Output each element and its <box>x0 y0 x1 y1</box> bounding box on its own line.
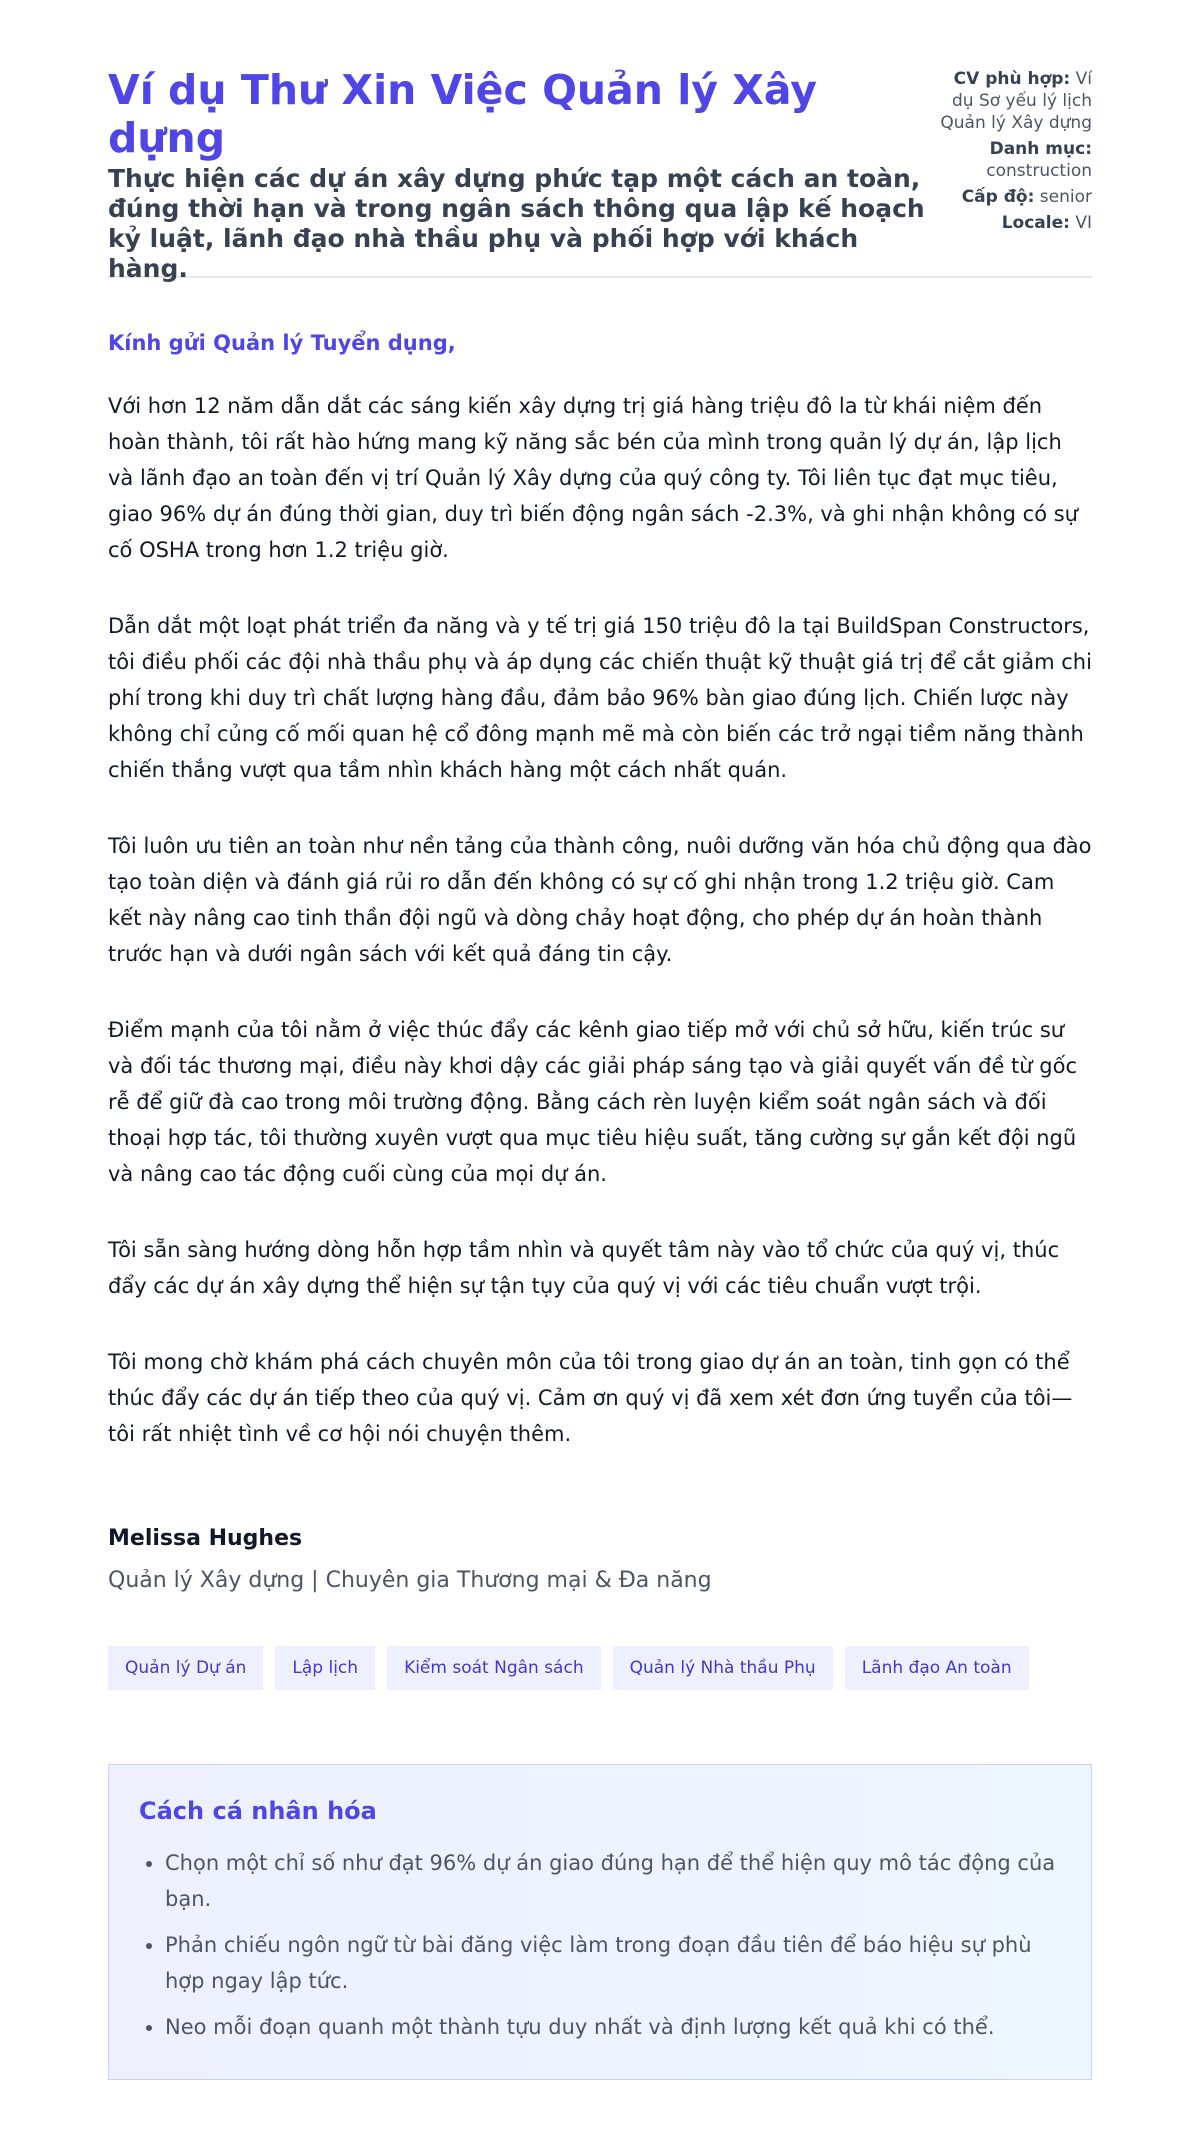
meta-locale-value: VI <box>1075 213 1092 233</box>
letter-body <box>108 328 1092 1596</box>
page-subtitle: Thực hiện các dự án xây dựng phức tạp một cách an toàn, đúng thời hạn và trong ngân sách thông qua lập kế hoạch kỷ luật, lãnh đạo nhà thầu phụ và phối hợp với khách hàng. <box>108 164 925 283</box>
personalization-tips <box>108 1764 1092 2080</box>
letter-paragraph: Điểm mạnh của tôi nằm ở việc thúc đẩy các kênh giao tiếp mở với chủ sở hữu, kiến trúc sư và đối tác thương mại, điều này khơi dậy các giải pháp sáng tạo và giải quyết vấn đề từ gốc rễ để giữ đà cao trong môi trường động. Bằng cách rèn luyện kiểm soát ngân sách và đối thoại hợp tác, tôi thường xuyên vượt qua mục tiêu hiệu suất, tăng cường sự gắn kết đội ngũ và nâng cao tác động cuối cùng của mọi dự án. <box>108 1018 1077 1186</box>
skill-tags <box>108 1646 1092 1690</box>
page-header <box>108 0 1092 283</box>
skill-tag[interactable]: Lập lịch <box>275 1646 375 1690</box>
letter-paragraph: Tôi sẵn sàng hướng dòng hỗn hợp tầm nhìn và quyết tâm này vào tổ chức của quý vị, thúc đẩy các dự án xây dựng thể hiện sự tận tụy của quý vị với các tiêu chuẩn vượt trội. <box>108 1238 1060 1298</box>
letter-paragraph: Dẫn dắt một loạt phát triển đa năng và y tế trị giá 150 triệu đô la tại BuildSpan Constructors, tôi điều phối các đội nhà thầu phụ và áp dụng các chiến thuật kỹ thuật giá trị để cắt giảm chi phí trong khi duy trì chất lượng hàng đầu, đảm bảo 96% bàn giao đúng lịch. Chiến lược này không chỉ củng cố mối quan hệ cổ đông mạnh mẽ mà còn biến các trở ngại tiềm năng thành chiến thắng vượt qua tầm nhìn khách hàng một cách nhất quán. <box>108 614 1092 782</box>
meta-cv-label: CV phù hợp: <box>953 69 1071 89</box>
tip-item: • Phản chiếu ngôn ngữ từ bài đăng việc làm trong đoạn đầu tiên để báo hiệu sự phù hợp ngay lập tức. <box>165 1927 1061 1999</box>
meta-locale <box>932 212 1092 234</box>
page-title: Ví dụ Thư Xin Việc Quản lý Xây dựng <box>108 66 818 162</box>
meta-category-value: construction <box>986 161 1092 181</box>
meta-category-label: Danh mục: <box>989 139 1092 159</box>
meta-level-value: senior <box>1039 187 1092 207</box>
meta-cv <box>932 68 1092 134</box>
tip-item: • Chọn một chỉ số như đạt 96% dự án giao đúng hạn để thể hiện quy mô tác động của bạn. <box>165 1845 1061 1917</box>
skill-tag[interactable]: Quản lý Dự án <box>108 1646 263 1690</box>
meta-info <box>932 68 1092 238</box>
skill-tag[interactable]: Quản lý Nhà thầu Phụ <box>613 1646 833 1690</box>
tips-list <box>139 1845 1061 2045</box>
signature-role: Quản lý Xây dựng | Chuyên gia Thương mại & Đa năng <box>108 1568 712 1593</box>
meta-level <box>932 186 1092 208</box>
letter-greeting: Kính gửi Quản lý Tuyển dụng, <box>108 331 456 355</box>
meta-level-label: Cấp độ: <box>961 187 1035 207</box>
meta-locale-label: Locale: <box>1001 213 1070 233</box>
meta-cv-value[interactable]: Ví dụ Sơ yếu lý lịch Quản lý Xây dựng <box>940 69 1092 133</box>
tip-item: • Neo mỗi đoạn quanh một thành tựu duy nhất và định lượng kết quả khi có thể. <box>165 2009 1061 2045</box>
tips-title: Cách cá nhân hóa <box>139 1797 377 1825</box>
skill-tag[interactable]: Lãnh đạo An toàn <box>845 1646 1029 1690</box>
skill-tag[interactable]: Kiểm soát Ngân sách <box>387 1646 601 1690</box>
signature-name: Melissa Hughes <box>108 1526 303 1551</box>
letter-paragraph: Tôi luôn ưu tiên an toàn như nền tảng của thành công, nuôi dưỡng văn hóa chủ động qua đào tạo toàn diện và đánh giá rủi ro dẫn đến không có sự cố ghi nhận trong 1.2 triệu giờ. Cam kết này nâng cao tinh thần đội ngũ và dòng chảy hoạt động, cho phép dự án hoàn thành trước hạn và dưới ngân sách với kết quả đáng tin cậy. <box>108 834 1092 966</box>
letter-paragraph: Với hơn 12 năm dẫn dắt các sáng kiến xây dựng trị giá hàng triệu đô la từ khái niệm đến hoàn thành, tôi rất hào hứng mang kỹ năng sắc bén của mình trong quản lý dự án, lập lịch và lãnh đạo an toàn đến vị trí Quản lý Xây dựng của quý công ty. Tôi liên tục đạt mục tiêu, giao 96% dự án đúng thời gian, duy trì biến động ngân sách -2.3%, và ghi nhận không có sự cố OSHA trong hơn 1.2 triệu giờ. <box>108 394 1078 562</box>
meta-category <box>932 138 1092 182</box>
letter-paragraph: Tôi mong chờ khám phá cách chuyên môn của tôi trong giao dự án an toàn, tinh gọn có thể thúc đẩy các dự án tiếp theo của quý vị. Cảm ơn quý vị đã xem xét đơn ứng tuyển của tôi—tôi rất nhiệt tình về cơ hội nói chuyện thêm. <box>108 1350 1073 1446</box>
